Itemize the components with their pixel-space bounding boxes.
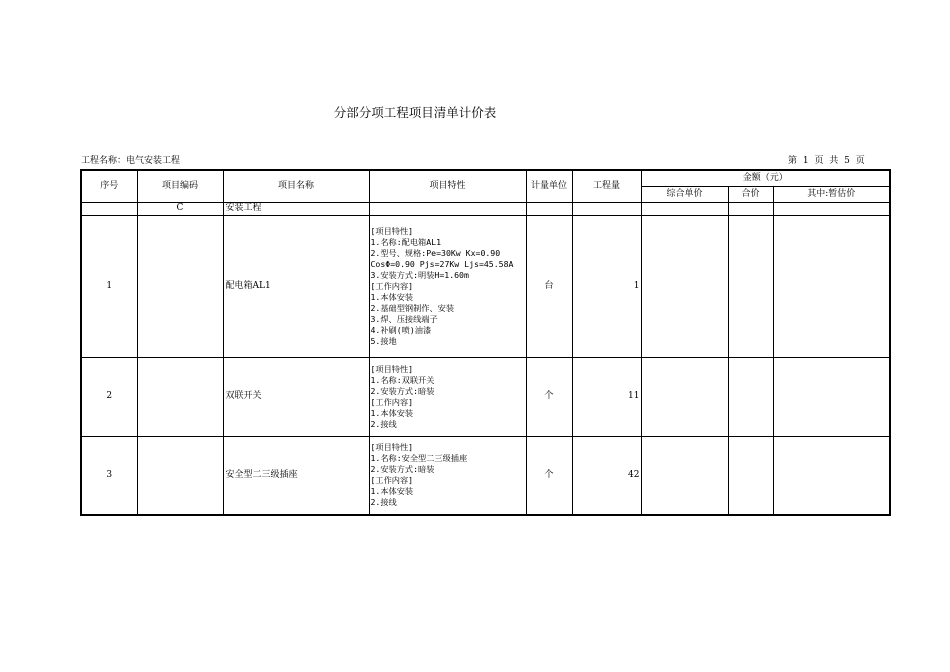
row-quantity: 1 [572, 215, 641, 357]
row-name: 配电箱AL1 [223, 215, 369, 357]
row-features: [项目特性] 1.名称:安全型二三级插座 2.安装方式:暗装 [工作内容] 1.本体安装 2.接线 [369, 436, 526, 515]
table-row [81, 215, 890, 357]
table-row [81, 357, 890, 436]
row-unit: 台 [526, 215, 572, 357]
row-unit: 个 [526, 357, 572, 436]
row-features: [项目特性] 1.名称:双联开关 2.安装方式:暗装 [工作内容] 1.本体安装 2.接线 [369, 357, 526, 436]
row-code [137, 357, 223, 436]
row-unit: 个 [526, 436, 572, 515]
row-total [728, 215, 773, 357]
row-total [728, 436, 773, 515]
header-seq: 序号 [81, 170, 137, 202]
section-name: 安装工程 [223, 202, 369, 215]
row-features: [项目特性] 1.名称:配电箱AL1 2.型号、规格:Pe=30Kw Kx=0.90 CosΦ=0.90 Pjs=27Kw Ljs=45.58A 3.安装方式:明装H=1.60m [工作内容] 1.本体安装 2.基础型钢制作、安装 3.焊、压接线端子 4.补刷(喷)油漆 5.接地 [369, 215, 526, 357]
table-row [81, 436, 890, 515]
page-info: 第 1 页 共 5 页 [788, 156, 865, 166]
row-seq: 2 [81, 357, 137, 436]
row-total [728, 357, 773, 436]
row-code [137, 215, 223, 357]
section-row [81, 202, 890, 215]
row-code [137, 436, 223, 515]
row-quantity: 42 [572, 436, 641, 515]
header-row [81, 170, 890, 186]
page-title: 分部分项工程项目清单计价表 [333, 105, 497, 120]
row-provisional [773, 215, 890, 357]
header-unit-price: 综合单价 [641, 186, 728, 202]
header-provisional: 其中:暂估价 [773, 186, 890, 202]
row-name: 安全型二三级插座 [223, 436, 369, 515]
header-code: 项目编码 [137, 170, 223, 202]
header-unit: 计量单位 [526, 170, 572, 202]
row-unit-price [641, 215, 728, 357]
row-seq: 3 [81, 436, 137, 515]
header-features: 项目特性 [369, 170, 526, 202]
project-name-label: 工程名称：电气安装工程 [81, 156, 181, 166]
header-total: 合价 [728, 186, 773, 202]
header-amount-group: 金额（元） [641, 170, 890, 186]
row-unit-price [641, 357, 728, 436]
row-provisional [773, 357, 890, 436]
row-quantity: 11 [572, 357, 641, 436]
row-provisional [773, 436, 890, 515]
header-quantity: 工程量 [572, 170, 641, 202]
bill-of-quantities-table [80, 169, 891, 516]
section-code: C [137, 202, 223, 215]
row-name: 双联开关 [223, 357, 369, 436]
row-unit-price [641, 436, 728, 515]
row-seq: 1 [81, 215, 137, 357]
header-name: 项目名称 [223, 170, 369, 202]
